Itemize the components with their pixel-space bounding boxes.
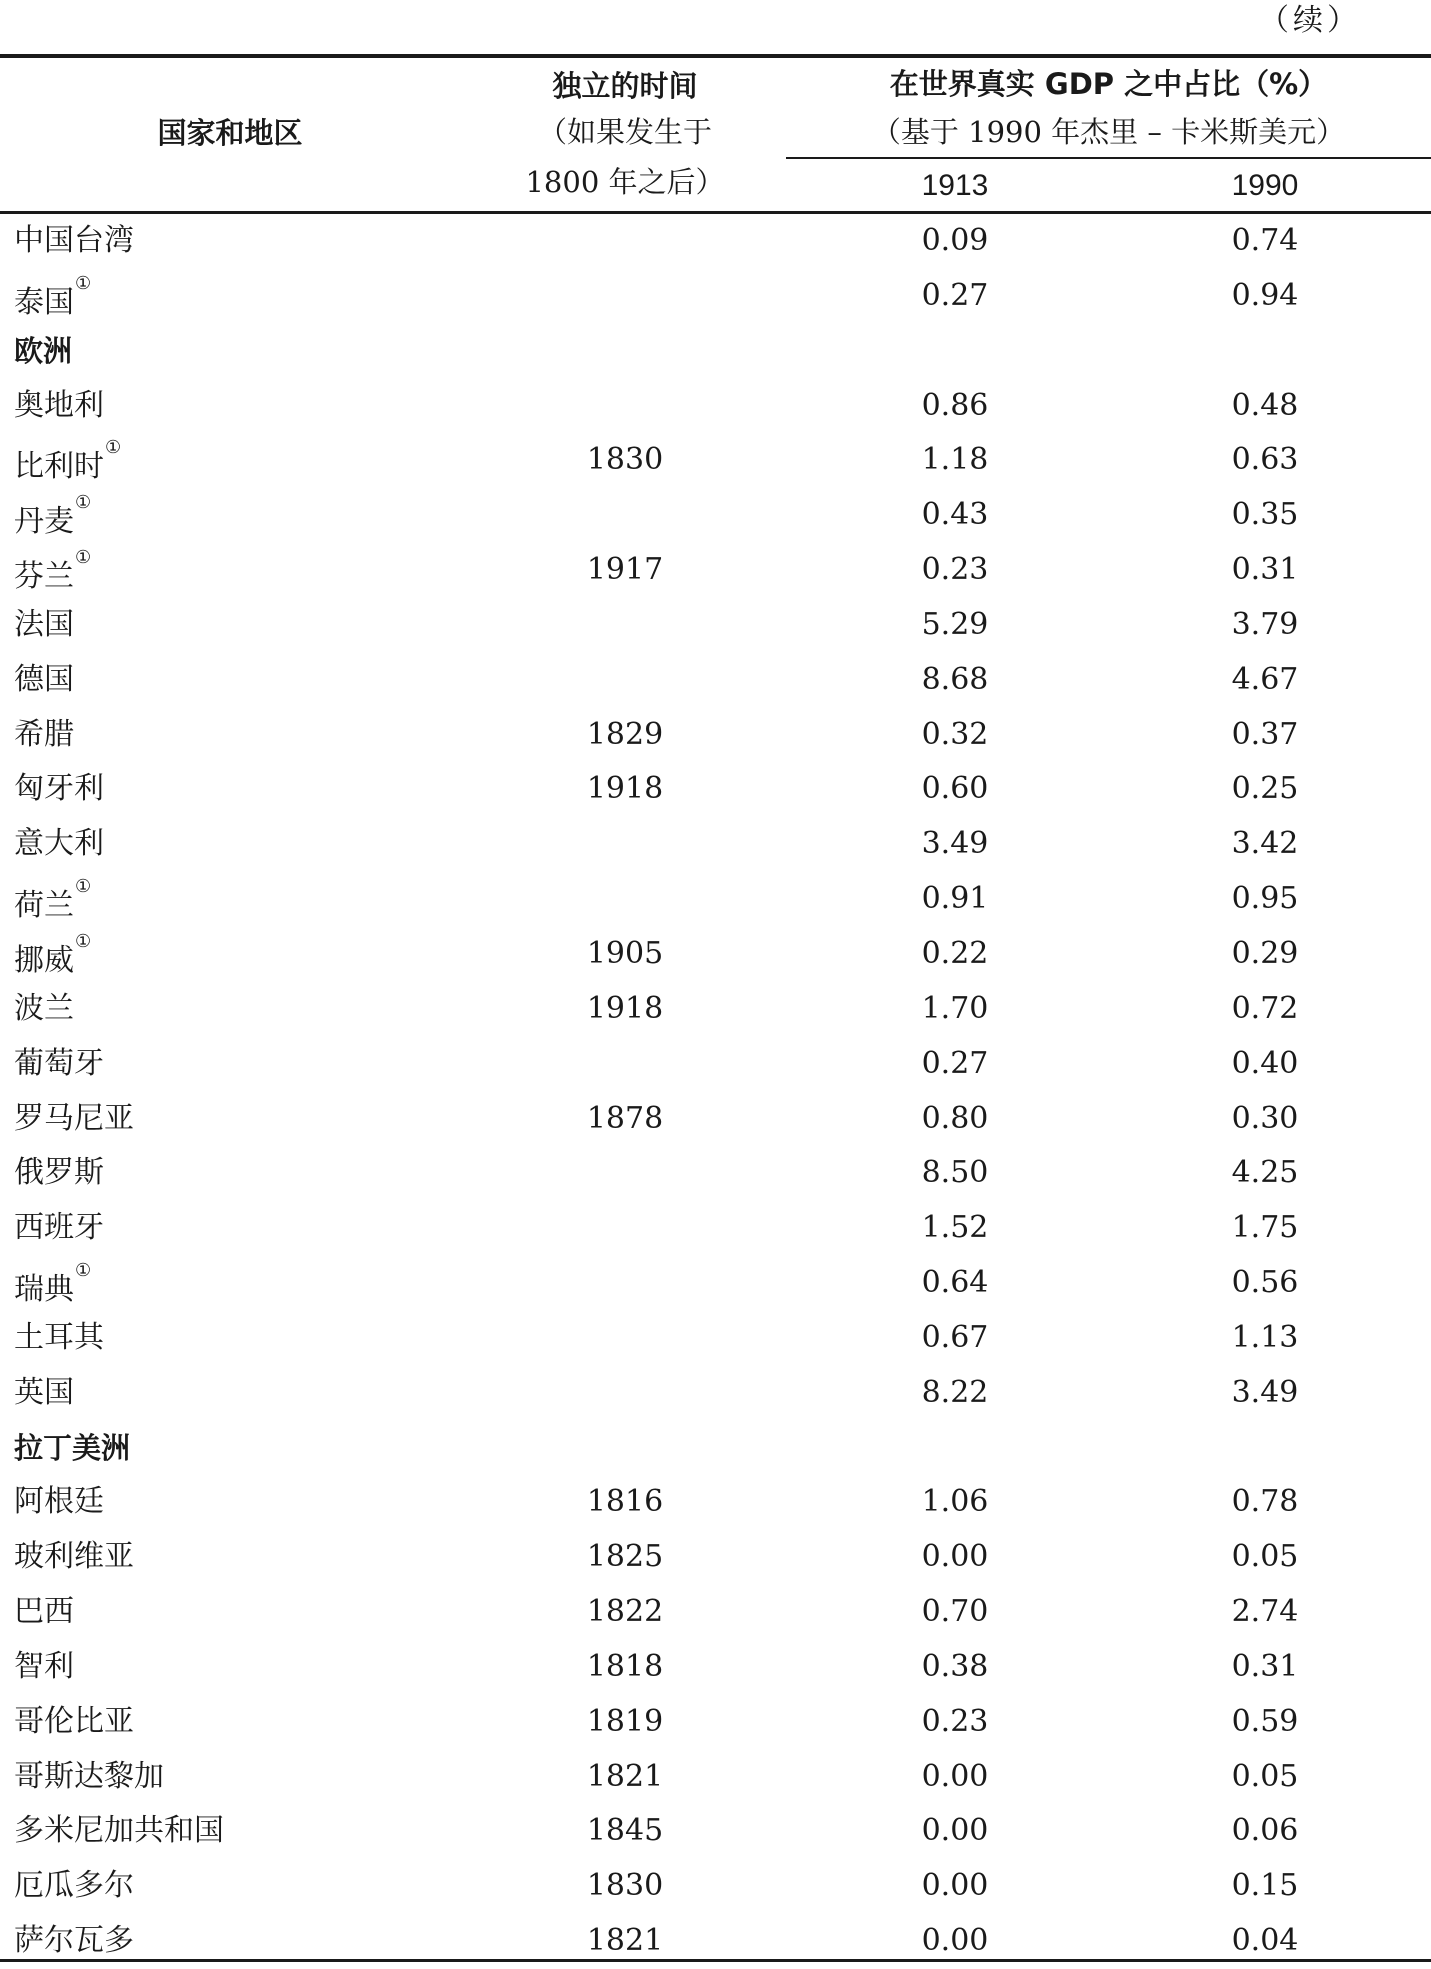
country-name-text: 中国台湾: [14, 223, 134, 258]
gdp-share-1990: 0.30: [1231, 1100, 1299, 1136]
gdp-share-1913: 0.00: [921, 1868, 989, 1904]
gdp-share-1913: 0.22: [921, 935, 989, 971]
country-name: [14, 1366, 74, 1421]
country-name-text: 玻利维亚: [14, 1539, 134, 1575]
independence-year: [475, 1037, 775, 1092]
gdp-share-1913: 1.18: [921, 442, 989, 478]
country-name: [14, 1804, 224, 1859]
footnote-mark: ①: [75, 492, 92, 514]
country-name-text: 阿根廷: [14, 1484, 104, 1520]
country-name-text: 挪威: [14, 942, 74, 978]
country-name: [14, 762, 104, 817]
gdp-share-1913: 0.09: [921, 223, 989, 258]
gdp-share-1913: 0.27: [921, 1045, 989, 1081]
gdp-share-1990: 0.95: [1231, 881, 1299, 917]
table-row: [0, 379, 1431, 434]
gdp-share-1990: 4.25: [1231, 1155, 1299, 1191]
independence-year: [475, 214, 775, 269]
gdp-share-1913: 1.70: [921, 990, 989, 1026]
country-name: [14, 982, 74, 1037]
independence-year: [475, 379, 775, 434]
independence-year: 1918: [586, 990, 664, 1026]
gdp-share-1913: 0.70: [921, 1594, 989, 1630]
independence-year: 1822: [586, 1594, 664, 1630]
gdp-share-1990: 0.31: [1231, 1648, 1299, 1684]
country-name: [14, 708, 74, 763]
header-gdp-divider: [786, 157, 1431, 159]
gdp-share-1990: 0.94: [1231, 277, 1299, 313]
gdp-share-1990: 0.35: [1231, 497, 1299, 533]
country-name: [14, 817, 104, 872]
gdp-share-1913: 0.23: [921, 1703, 989, 1739]
country-name: [14, 1640, 74, 1695]
gdp-share-1913: 0.38: [921, 1648, 989, 1684]
gdp-share-1913: 8.68: [921, 661, 989, 697]
country-name-text: 匈牙利: [14, 771, 104, 807]
gdp-share-1990: 3.42: [1231, 826, 1299, 862]
table-bottom-rule: [0, 1959, 1431, 1962]
gdp-share-1913: 0.00: [921, 1923, 989, 1959]
country-name-text: 欧洲: [14, 333, 73, 368]
gdp-share-1990: 0.31: [1231, 552, 1299, 588]
country-name-text: 葡萄牙: [14, 1045, 104, 1081]
gdp-share-1990: 0.48: [1231, 387, 1299, 423]
country-name: [14, 598, 74, 653]
section-row: [0, 1421, 1431, 1476]
table-row: [0, 598, 1431, 653]
footnote-mark: ①: [75, 876, 92, 898]
country-name-text: 俄罗斯: [14, 1155, 104, 1191]
gdp-share-1913: 0.00: [921, 1539, 989, 1575]
table-row: [0, 1640, 1431, 1695]
country-name-text: 德国: [14, 661, 74, 697]
footnote-mark: ①: [75, 930, 92, 952]
gdp-share-1990: 0.56: [1231, 1265, 1299, 1301]
country-name-text: 希腊: [14, 716, 74, 752]
table-row: [0, 1475, 1431, 1530]
gdp-share-1913: [800, 324, 1110, 379]
gdp-share-1990: 4.67: [1231, 661, 1299, 697]
country-name: [14, 1475, 104, 1530]
section-row: [0, 324, 1431, 379]
country-name: [14, 1859, 134, 1914]
table-row: [0, 1256, 1431, 1311]
gdp-share-1990: 0.59: [1231, 1703, 1299, 1739]
gdp-share-1990: 0.06: [1231, 1813, 1299, 1849]
gdp-share-1913: 8.22: [921, 1374, 989, 1410]
table-row: [0, 1146, 1431, 1201]
independence-year: 1845: [586, 1813, 664, 1849]
table-row: [0, 872, 1431, 927]
table-row: [0, 1695, 1431, 1750]
gdp-share-1990: 0.15: [1231, 1868, 1299, 1904]
gdp-share-1913: 0.23: [921, 552, 989, 588]
gdp-share-1990: 0.78: [1231, 1484, 1299, 1520]
gdp-share-1990: 0.63: [1231, 442, 1299, 478]
gdp-share-1990: 0.25: [1231, 771, 1299, 807]
independence-year: [475, 598, 775, 653]
independence-year: 1917: [586, 552, 664, 588]
country-name-text: 意大利: [14, 826, 104, 862]
country-name-text: 拉丁美洲: [14, 1430, 131, 1465]
header-country: 国家和地区: [157, 116, 303, 150]
country-name: [14, 214, 134, 269]
gdp-share-1913: 0.43: [921, 497, 989, 533]
gdp-share-1990: 0.04: [1231, 1923, 1299, 1959]
header-year-1913: 1913: [921, 169, 989, 202]
gdp-share-1990: 0.40: [1231, 1045, 1299, 1081]
gdp-share-1990: 1.13: [1231, 1319, 1299, 1355]
country-name: [14, 433, 121, 488]
country-name: [14, 269, 91, 324]
table-row: [0, 543, 1431, 598]
country-name: [14, 927, 91, 982]
gdp-share-1990: 0.72: [1231, 990, 1299, 1026]
country-name: [14, 1037, 104, 1092]
independence-year: [475, 653, 775, 708]
gdp-share-1913: [800, 1421, 1110, 1476]
independence-year: 1830: [586, 1868, 664, 1904]
table-row: [0, 214, 1431, 269]
independence-year: 1819: [586, 1703, 664, 1739]
independence-year: [475, 1366, 775, 1421]
country-name: [14, 1311, 104, 1366]
country-name: [14, 872, 91, 927]
gdp-share-1990: 0.37: [1231, 716, 1299, 752]
header-independence-title: 独立的时间: [552, 69, 698, 103]
independence-year: 1816: [586, 1484, 664, 1520]
gdp-share-1990: [1110, 324, 1420, 379]
country-name-text: 萨尔瓦多: [14, 1923, 134, 1959]
independence-year: [475, 324, 775, 379]
independence-year: [475, 817, 775, 872]
independence-year: [475, 269, 775, 324]
country-name-text: 智利: [14, 1648, 74, 1684]
table-row: [0, 1750, 1431, 1805]
country-name: [14, 1201, 104, 1256]
footnote-mark: ①: [75, 1260, 92, 1282]
country-name-text: 法国: [14, 606, 74, 642]
gdp-share-1913: 0.64: [921, 1265, 989, 1301]
gdp-share-1913: 8.50: [921, 1155, 989, 1191]
table-row: [0, 269, 1431, 324]
country-name-text: 哥伦比亚: [14, 1703, 134, 1739]
gdp-share-1913: 0.32: [921, 716, 989, 752]
independence-year: 1829: [586, 716, 664, 752]
independence-year: 1905: [586, 935, 664, 971]
independence-year: [475, 1201, 775, 1256]
independence-year: 1878: [586, 1100, 664, 1136]
gdp-share-1913: 0.67: [921, 1319, 989, 1355]
header-gdp-share-subtitle: （基于 1990 年杰里 – 卡米斯美元）: [871, 115, 1346, 149]
table-row: [0, 708, 1431, 763]
table-row: [0, 1037, 1431, 1092]
independence-year: [475, 1421, 775, 1476]
table-row: [0, 653, 1431, 708]
country-name: [14, 653, 74, 708]
gdp-share-1990: 0.05: [1231, 1539, 1299, 1575]
country-name-text: 多米尼加共和国: [14, 1813, 224, 1849]
independence-year: [475, 1256, 775, 1311]
table-row: [0, 1311, 1431, 1366]
gdp-share-1990: 0.74: [1231, 223, 1299, 258]
independence-year: [475, 1146, 775, 1201]
country-name-text: 哥斯达黎加: [14, 1758, 164, 1794]
country-name: [14, 1530, 134, 1585]
gdp-share-1990: 1.75: [1231, 1210, 1299, 1246]
gdp-share-1913: 0.91: [921, 881, 989, 917]
gdp-share-1990: 0.29: [1231, 935, 1299, 971]
country-name: [14, 488, 91, 543]
country-name-text: 厄瓜多尔: [14, 1868, 134, 1904]
country-name: [14, 1695, 134, 1750]
country-name: [14, 1585, 74, 1640]
table-row: [0, 1585, 1431, 1640]
gdp-share-1913: 5.29: [921, 606, 989, 642]
section-heading: [14, 324, 72, 379]
country-name-text: 巴西: [14, 1594, 74, 1630]
gdp-share-1913: 0.00: [921, 1758, 989, 1794]
continued-label: （续）: [1259, 3, 1361, 38]
gdp-share-1913: 0.27: [921, 277, 989, 313]
country-name: [14, 379, 104, 434]
footnote-mark: ①: [105, 437, 122, 459]
independence-year: 1818: [586, 1648, 664, 1684]
table-body: [0, 214, 1431, 1969]
table-row: [0, 762, 1431, 817]
gdp-share-1913: 1.52: [921, 1210, 989, 1246]
country-name-text: 泰国: [14, 284, 74, 320]
section-heading: [14, 1421, 130, 1476]
independence-year: 1830: [586, 442, 664, 478]
independence-year: [475, 488, 775, 543]
independence-year: 1825: [586, 1539, 664, 1575]
table-row: [0, 433, 1431, 488]
gdp-share-1913: 3.49: [921, 826, 989, 862]
table-top-rule: [0, 54, 1431, 58]
independence-year: [475, 872, 775, 927]
country-name-text: 奥地利: [14, 387, 104, 423]
table-row: [0, 927, 1431, 982]
country-name: [14, 543, 91, 598]
table-row: [0, 982, 1431, 1037]
independence-year: 1821: [586, 1758, 664, 1794]
country-name-text: 罗马尼亚: [14, 1100, 134, 1136]
gdp-share-1913: 1.06: [921, 1484, 989, 1520]
gdp-share-1990: 2.74: [1231, 1594, 1299, 1630]
gdp-share-1913: 0.86: [921, 387, 989, 423]
gdp-share-1990: 0.05: [1231, 1758, 1299, 1794]
country-name-text: 英国: [14, 1374, 74, 1410]
country-name: [14, 1146, 104, 1201]
table-row: [0, 488, 1431, 543]
independence-year: [475, 1311, 775, 1366]
independence-year: 1918: [586, 771, 664, 807]
table-row: [0, 1804, 1431, 1859]
country-name-text: 芬兰: [14, 559, 74, 595]
gdp-share-1913: 0.80: [921, 1100, 989, 1136]
country-name-text: 荷兰: [14, 888, 74, 924]
table-row: [0, 817, 1431, 872]
table-row: [0, 1201, 1431, 1256]
table-row: [0, 1859, 1431, 1914]
gdp-share-1990: 3.49: [1231, 1374, 1299, 1410]
table-row: [0, 1366, 1431, 1421]
footnote-mark: ①: [75, 547, 92, 569]
country-name-text: 西班牙: [14, 1210, 104, 1246]
country-name-text: 比利时: [14, 449, 104, 485]
header-independence-note-line1: （如果发生于: [537, 115, 712, 149]
country-name: [14, 1092, 134, 1147]
footnote-mark: ①: [75, 272, 92, 294]
country-name-text: 瑞典: [14, 1272, 74, 1308]
gdp-share-1990: [1110, 1421, 1420, 1476]
header-year-1990: 1990: [1231, 169, 1299, 202]
table-row: [0, 1530, 1431, 1585]
country-name: [14, 1750, 164, 1805]
country-name: [14, 1256, 91, 1311]
header-gdp-share-title: 在世界真实 GDP 之中占比（%）: [889, 67, 1328, 101]
gdp-share-1913: 0.00: [921, 1813, 989, 1849]
country-name-text: 波兰: [14, 990, 74, 1026]
country-name-text: 丹麦: [14, 504, 74, 540]
header-independence-note-line2: 1800 年之后）: [525, 165, 725, 199]
gdp-share-1990: 3.79: [1231, 606, 1299, 642]
independence-year: 1821: [586, 1923, 664, 1959]
gdp-share-1913: 0.60: [921, 771, 989, 807]
country-name-text: 土耳其: [14, 1319, 104, 1355]
table-row: [0, 1092, 1431, 1147]
